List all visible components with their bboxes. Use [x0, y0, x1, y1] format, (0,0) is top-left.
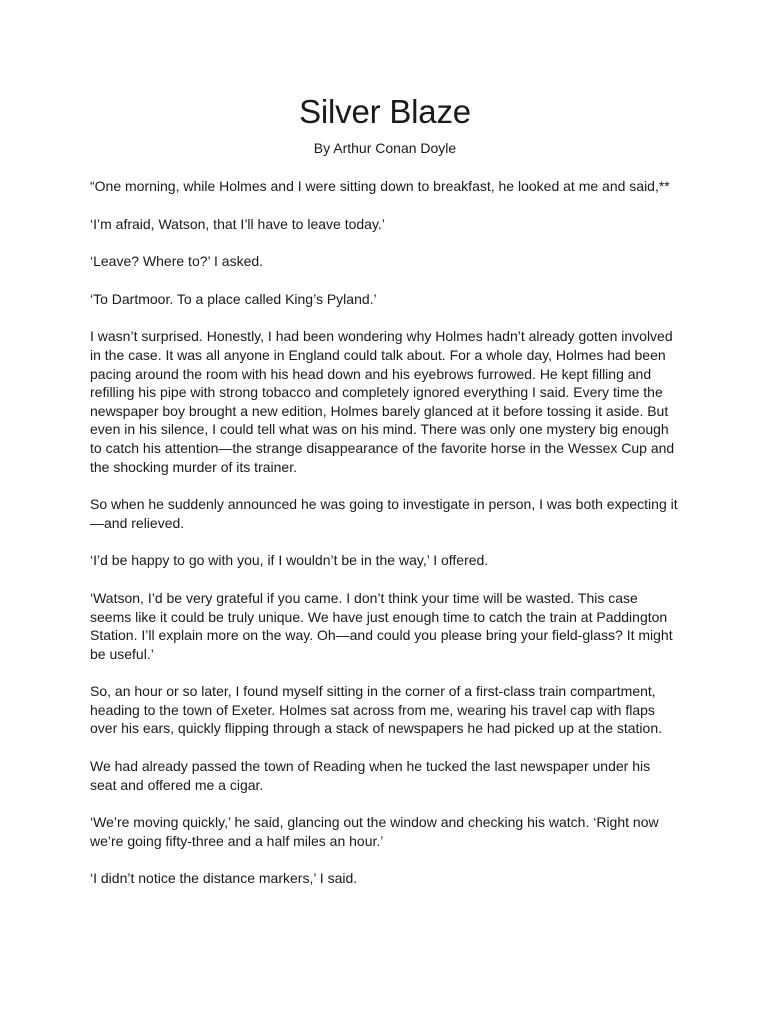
document-page [90, 90, 680, 907]
paragraph: ‘To Dartmoor. To a place called King’s Pyland.’ [90, 290, 377, 307]
document-author: By Arthur Conan Doyle [313, 140, 457, 156]
document-body [90, 177, 680, 888]
paragraph: ‘I didn’t notice the distance markers,’ I said. [90, 870, 358, 887]
paragraph: ‘I’m afraid, Watson, that I’ll have to leave today.’ [90, 215, 385, 232]
document-title: Silver Blaze [299, 93, 471, 130]
paragraph: “One morning, while Holmes and I were sitting down to breakfast, he looked at me and said,** [90, 178, 670, 194]
paragraph: ‘Watson, I’d be very grateful if you came. I don’t think your time will be wasted. This case seems like it could be truly unique. We have just enough time to catch the train at Paddington Station. I’ll explain more on the way. Oh—and could you please bring your field-glass? It might be useful.’ [90, 589, 673, 662]
paragraph: ‘I’d be happy to go with you, if I wouldn’t be in the way,’ I offered. [90, 552, 489, 569]
paragraph: ‘Leave? Where to?’ I asked. [90, 253, 264, 270]
paragraph: So, an hour or so later, I found myself sitting in the corner of a first-class train compartment, heading to the town of Exeter. Holmes sat across from me, wearing his travel cap with flaps over his ears, quickly flipping through a stack of newspapers he had picked up at the station. [90, 683, 663, 737]
paragraph: We had already passed the town of Reading when he tucked the last newspaper under his seat and offered me a cigar. [90, 758, 651, 793]
paragraph: ‘We’re moving quickly,’ he said, glancing out the window and checking his watch. ‘Right now we’re going fifty-three and a half miles an hour.’ [90, 814, 659, 849]
paragraph: So when he suddenly announced he was going to investigate in person, I was both expecting it—and relieved. [90, 496, 678, 531]
paragraph: I wasn’t surprised. Honestly, I had been wondering why Holmes hadn’t already gotten involved in the case. It was all anyone in England could talk about. For a whole day, Holmes had been pacing around the room with his head down and his eyebrows furrowed. He kept filling and refilling his pipe with strong tobacco and completely ignored everything I said. Every time the newspaper boy brought a new edition, Holmes barely glanced at it before tossing it aside. But even in his silence, I could tell what was on his mind. There was only one mystery big enough to catch his attention—the strange disappearance of the favorite horse in the Wessex Cup and the shocking murder of its trainer. [90, 328, 675, 475]
